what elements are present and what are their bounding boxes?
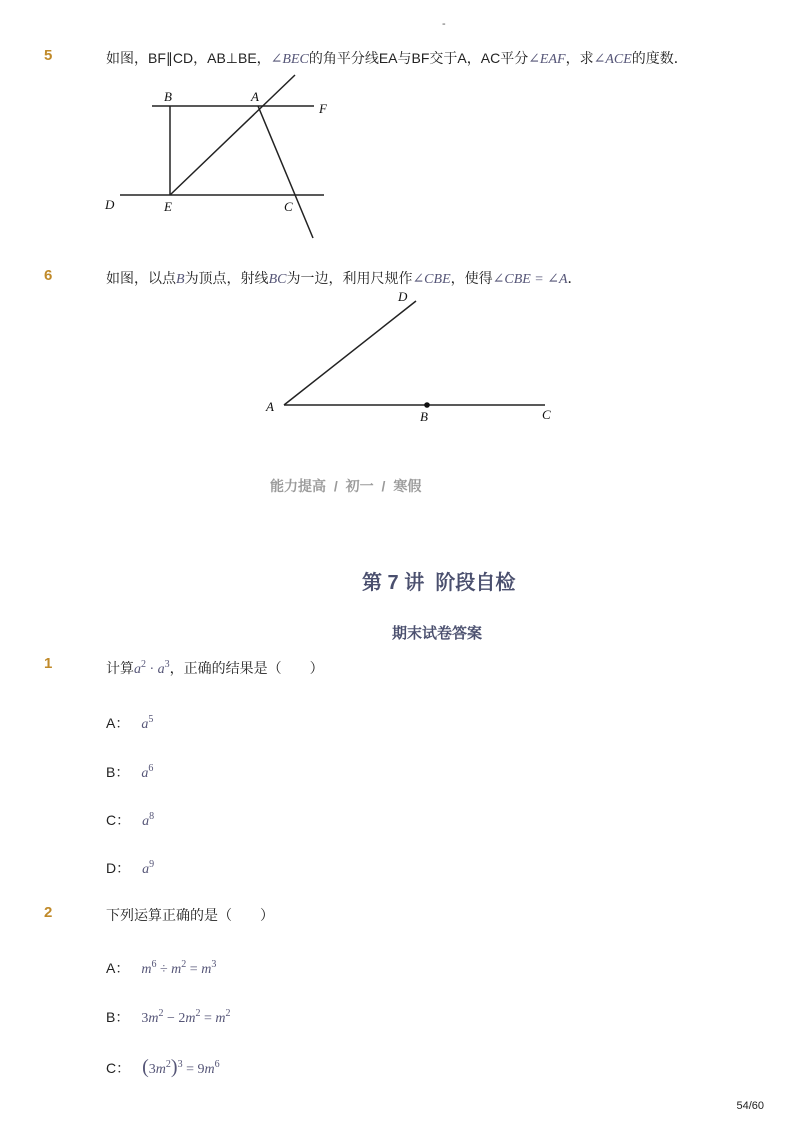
question-text: 计算$a^2 \cdot a^3$，正确的结果是（ ）	[106, 659, 324, 677]
point-b	[424, 402, 430, 408]
math-expression: $m^6 \div m^2 = m^3$	[141, 959, 217, 977]
label-b: B	[420, 409, 428, 424]
line-ac	[258, 106, 313, 238]
math-expression: $3m^2 - 2m^2 = m^2$	[141, 1008, 231, 1026]
question-number: 1	[44, 655, 53, 672]
question-number: 2	[44, 904, 53, 921]
label-d: D	[398, 289, 408, 304]
question-text: 下列运算正确的是（ ）	[106, 907, 274, 923]
option-c[interactable]: C： $a^8$	[106, 811, 155, 829]
option-c[interactable]: C： $(3m^2)^3 = 9m^6$	[106, 1056, 220, 1078]
math-expression: $(3m^2)^3 = 9m^6$	[142, 1056, 220, 1078]
option-a[interactable]: A： $m^6 \div m^2 = m^3$	[106, 959, 217, 977]
label-b: B	[164, 89, 172, 104]
lecture-title: 第 7 讲 阶段自检	[362, 572, 516, 594]
footer-label: 能力提高 / 初一 / 寒假	[270, 478, 422, 494]
question-number: 5	[44, 47, 53, 64]
line-ea	[170, 75, 295, 195]
label-e: E	[164, 199, 172, 214]
label-a: A	[251, 89, 259, 104]
option-a[interactable]: A： $a^5$	[106, 714, 154, 732]
page-number: 54/60	[736, 1100, 764, 1112]
label-c: C	[284, 199, 293, 214]
geometry-figure-q6	[260, 288, 560, 428]
label-d: D	[105, 197, 115, 212]
question-number: 6	[44, 267, 53, 284]
question-text: 如图，以点B为顶点，射线BC为一边，利用尺规作∠CBE，使得∠CBE = ∠A．	[106, 270, 582, 287]
geometry-figure-q5	[100, 70, 350, 245]
option-b[interactable]: B： $3m^2 - 2m^2 = m^2$	[106, 1008, 231, 1026]
option-b[interactable]: B： $a^6$	[106, 763, 154, 781]
option-d[interactable]: D： $a^9$	[106, 859, 155, 877]
question-text: 如图，BF∥CD，AB⊥BE，∠BEC的角平分线EA与BF交于A，AC平分∠EAF，求∠ACE的度数．	[106, 50, 688, 67]
section-title: 期末试卷答案	[392, 625, 483, 642]
label-c: C	[542, 407, 551, 422]
header-mark: -	[442, 18, 446, 30]
label-f: F	[319, 101, 327, 116]
ray-ad	[284, 301, 416, 405]
label-a: A	[266, 399, 274, 414]
